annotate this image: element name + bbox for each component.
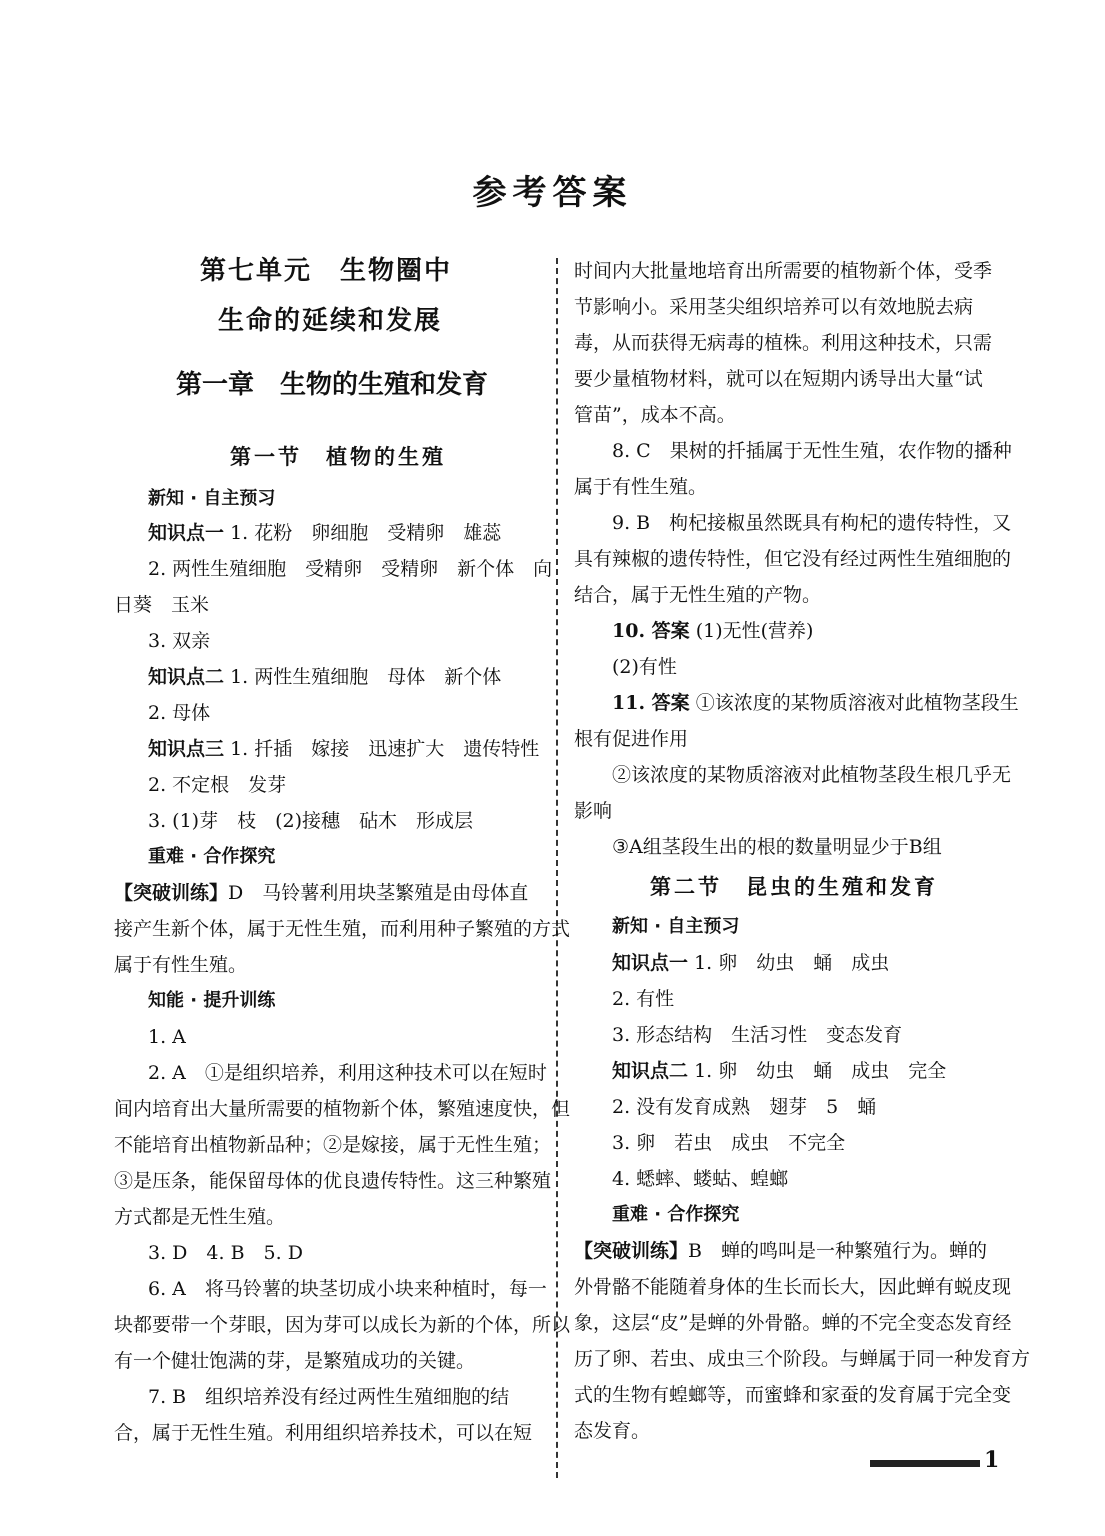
page-number: 1 <box>984 1447 1000 1473</box>
knowledge-point-2: 知识点二 1. 卵 幼虫 蛹 成虫 完全 <box>612 1060 947 1082</box>
answer-line: 历了卵、若虫、成虫三个阶段。与蝉属于同一种发育方 <box>574 1348 1031 1370</box>
answer-line: 6. A 将马铃薯的块茎切成小块来种植时，每一 <box>148 1278 547 1300</box>
column-divider <box>556 258 558 1478</box>
coop-label: 重难 · 合作探究 <box>148 846 276 867</box>
answer-line: 属于有性生殖。 <box>574 476 708 498</box>
footer-bar <box>870 1460 980 1467</box>
answer-line: 2. A ①是组织培养，利用这种技术可以在短时 <box>148 1062 547 1084</box>
skill-label: 知能 · 提升训练 <box>148 990 276 1011</box>
answer-line: 接产生新个体，属于无性生殖，而利用种子繁殖的方式 <box>114 918 571 940</box>
answer-line: 方式都是无性生殖。 <box>114 1206 286 1228</box>
answer-line: 要少量植物材料，就可以在短期内诱导出大量“试 <box>574 368 983 390</box>
answer-line: ③A组茎段生出的根的数量明显少于B组 <box>612 836 942 858</box>
answer-line: 4. 蟋蟀、蝼蛄、蝗螂 <box>612 1168 789 1190</box>
answer-line: 有一个健壮饱满的芽，是繁殖成功的关键。 <box>114 1350 476 1372</box>
breakthrough-line: 【突破训练】B 蝉的鸣叫是一种繁殖行为。蝉的 <box>574 1240 987 1262</box>
answer-line: 式的生物有蝗螂等，而蜜蜂和家蚕的发育属于完全变 <box>574 1384 1012 1406</box>
answer-line: 7. B 组织培养没有经过两性生殖细胞的结 <box>148 1386 510 1408</box>
answer-line: 时间内大批量地培育出所需要的植物新个体，受季 <box>574 260 993 282</box>
answer-line: 2. 两性生殖细胞 受精卵 受精卵 新个体 向 <box>148 558 553 580</box>
answer-line: 2. 有性 <box>612 988 675 1010</box>
answer-line: 日葵 玉米 <box>114 594 210 616</box>
answer-line: 3. 卵 若虫 成虫 不完全 <box>612 1132 846 1154</box>
answer-line: 块都要带一个芽眼，因为芽可以成长为新的个体，所以 <box>114 1314 571 1336</box>
answer-line: 间内培育出大量所需要的植物新个体，繁殖速度快，但 <box>114 1098 571 1120</box>
answer-line: 9. B 枸杞接椒虽然既具有枸杞的遗传特性，又 <box>612 512 1012 534</box>
section-heading-2: 第二节 昆虫的生殖和发育 <box>650 874 938 899</box>
knowledge-point-1: 知识点一 1. 卵 幼虫 蛹 成虫 <box>612 952 890 974</box>
answer-line: 3. 形态结构 生活习性 变态发育 <box>612 1024 903 1046</box>
answer-line: 象，这层“皮”是蝉的外骨骼。蝉的不完全变态发育经 <box>574 1312 1012 1334</box>
answer-line: 2. 母体 <box>148 702 211 724</box>
answer-line: 毒，从而获得无病毒的植株。利用这种技术，只需 <box>574 332 993 354</box>
answer-line: 不能培育出植物新品种；②是嫁接，属于无性生殖； <box>114 1134 552 1156</box>
answer-line: 具有辣椒的遗传特性，但它没有经过两性生殖细胞的 <box>574 548 1012 570</box>
chapter-heading: 第一章 生物的生殖和发育 <box>176 370 489 400</box>
answer-line: 1. A <box>148 1026 186 1048</box>
unit-heading-line2: 生命的延续和发展 <box>218 306 443 336</box>
answer-line: (2)有性 <box>612 656 677 678</box>
answer-line: 节影响小。采用茎尖组织培养可以有效地脱去病 <box>574 296 974 318</box>
knowledge-point-3: 知识点三 1. 扦插 嫁接 迅速扩大 遗传特性 <box>148 738 540 760</box>
answer-line: 态发育。 <box>574 1420 651 1442</box>
answer-line: 管苗”，成本不高。 <box>574 404 736 426</box>
breakthrough-line: 【突破训练】D 马铃薯利用块茎繁殖是由母体直 <box>114 882 529 904</box>
answer-line: ③是压条，能保留母体的优良遗传特性。这三种繁殖 <box>114 1170 552 1192</box>
answer-line: 3. 双亲 <box>148 630 211 652</box>
answer-11: 11. 答案 ①该浓度的某物质溶液对此植物茎段生 <box>612 692 1019 714</box>
section-heading-1: 第一节 植物的生殖 <box>230 444 446 469</box>
answer-line: 影响 <box>574 800 613 822</box>
answer-line: ②该浓度的某物质溶液对此植物茎段生根几乎无 <box>612 764 1012 786</box>
answer-line: 2. 没有发育成熟 翅芽 5 蛹 <box>612 1096 877 1118</box>
coop-label: 重难 · 合作探究 <box>612 1204 740 1225</box>
answer-line: 3. (1)芽 枝 (2)接穗 砧木 形成层 <box>148 810 473 832</box>
answer-10: 10. 答案 (1)无性(营养) <box>612 620 814 642</box>
answer-line: 合，属于无性生殖。利用组织培养技术，可以在短 <box>114 1422 533 1444</box>
answer-line: 3. D 4. B 5. D <box>148 1242 303 1264</box>
page-title: 参考答案 <box>472 173 633 213</box>
preview-label: 新知 · 自主预习 <box>148 488 276 509</box>
answer-line: 2. 不定根 发芽 <box>148 774 287 796</box>
knowledge-point-2: 知识点二 1. 两性生殖细胞 母体 新个体 <box>148 666 502 688</box>
answer-line: 根有促进作用 <box>574 728 689 750</box>
answer-line: 属于有性生殖。 <box>114 954 248 976</box>
answer-line: 8. C 果树的扦插属于无性生殖，农作物的播种 <box>612 440 1012 462</box>
answer-line: 外骨骼不能随着身体的生长而长大，因此蝉有蜕皮现 <box>574 1276 1012 1298</box>
answer-line: 结合，属于无性生殖的产物。 <box>574 584 822 606</box>
unit-heading-line1: 第七单元 生物圈中 <box>200 256 453 286</box>
preview-label: 新知 · 自主预习 <box>612 916 740 937</box>
knowledge-point-1: 知识点一 1. 花粉 卵细胞 受精卵 雄蕊 <box>148 522 502 544</box>
